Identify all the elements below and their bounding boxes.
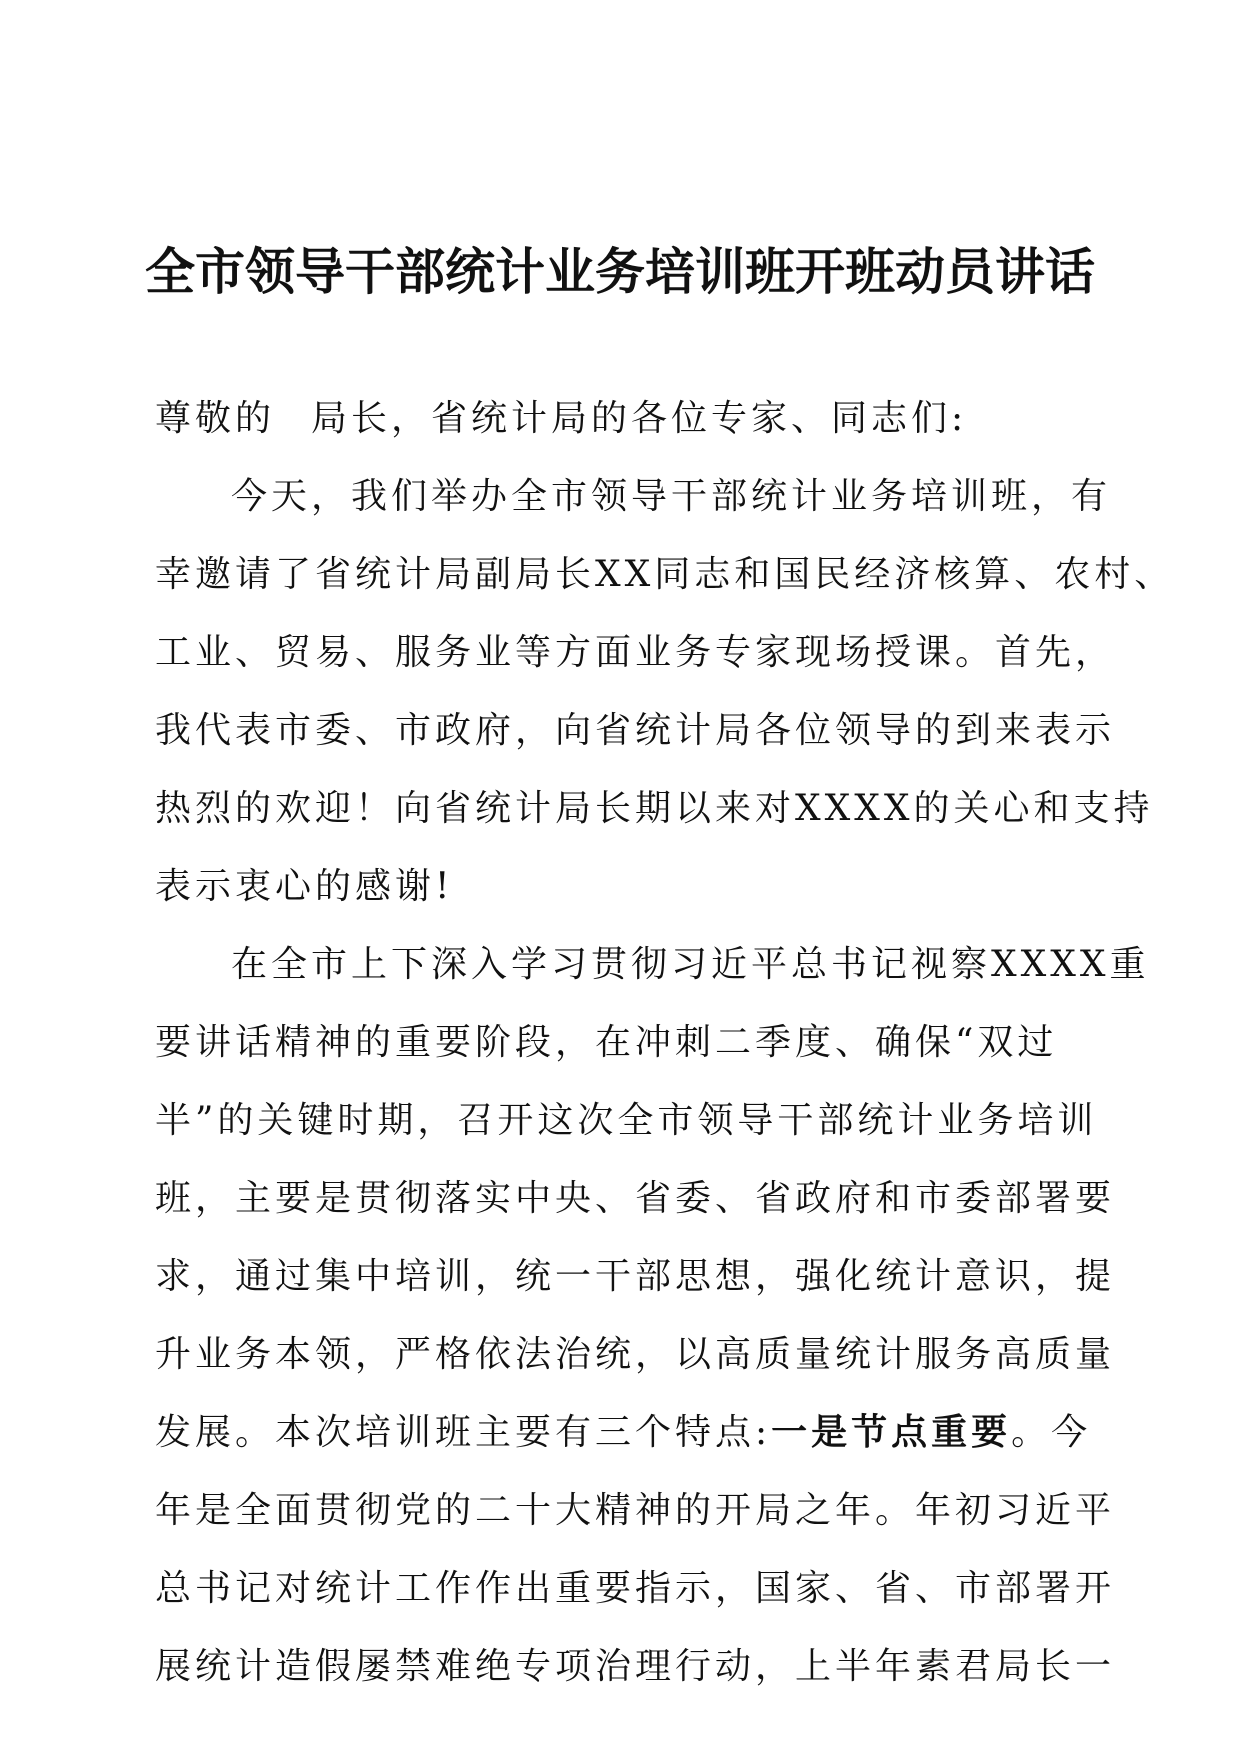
paragraph-line: 升业务本领，严格依法治统，以高质量统计服务高质量 — [155, 1334, 1116, 1375]
paragraph-line: 半”的关键时期，召开这次全市领导干部统计业务培训 — [155, 1100, 1098, 1141]
paragraph-line: 热烈的欢迎！向省统计局长期以来对XXXX的关心和支持 — [155, 788, 1154, 829]
paragraph-line: 在全市上下深入学习贯彻习近平总书记视察XXXX重 — [231, 944, 1150, 985]
paragraph-line: 要讲话精神的重要阶段，在冲刺二季度、确保“双过 — [155, 1022, 1058, 1063]
paragraph-line-with-emphasis — [155, 1394, 1092, 1472]
salutation-part1: 尊敬的 — [155, 398, 276, 439]
emphasis-text: 一是节点重要 — [771, 1412, 1012, 1453]
paragraph-line: 班，主要是贯彻落实中央、省委、省政府和市委部署要 — [155, 1178, 1116, 1219]
document-body — [155, 380, 1175, 1706]
paragraph-line: 求，通过集中培训，统一干部思想，强化统计意识，提 — [155, 1256, 1116, 1297]
line-text: 。今 — [1011, 1412, 1092, 1453]
paragraph-line: 今天，我们举办全市领导干部统计业务培训班，有 — [231, 476, 1112, 517]
line-text: 发展。本次培训班主要有三个特点: — [155, 1412, 772, 1453]
document-title: 全市领导干部统计业务培训班开班动员讲话 — [145, 243, 1095, 301]
paragraph-line: 总书记对统计工作作出重要指示，国家、省、市部署开 — [155, 1568, 1116, 1609]
paragraph-line: 表示衷心的感谢! — [155, 866, 454, 907]
paragraph-line: 我代表市委、市政府，向省统计局各位领导的到来表示 — [155, 710, 1116, 751]
salutation-part2: 局长，省统计局的各位专家、同志们: — [311, 398, 968, 439]
paragraph-line: 展统计造假屡禁难绝专项治理行动，上半年素君局长一 — [155, 1646, 1116, 1687]
salutation — [155, 380, 1085, 458]
paragraph-line: 年是全面贯彻党的二十大精神的开局之年。年初习近平 — [155, 1490, 1116, 1531]
paragraph-line: 幸邀请了省统计局副局长XX同志和国民经济核算、农村、 — [155, 554, 1175, 595]
paragraph-line: 工业、贸易、服务业等方面业务专家现场授课。首先， — [155, 632, 1116, 673]
